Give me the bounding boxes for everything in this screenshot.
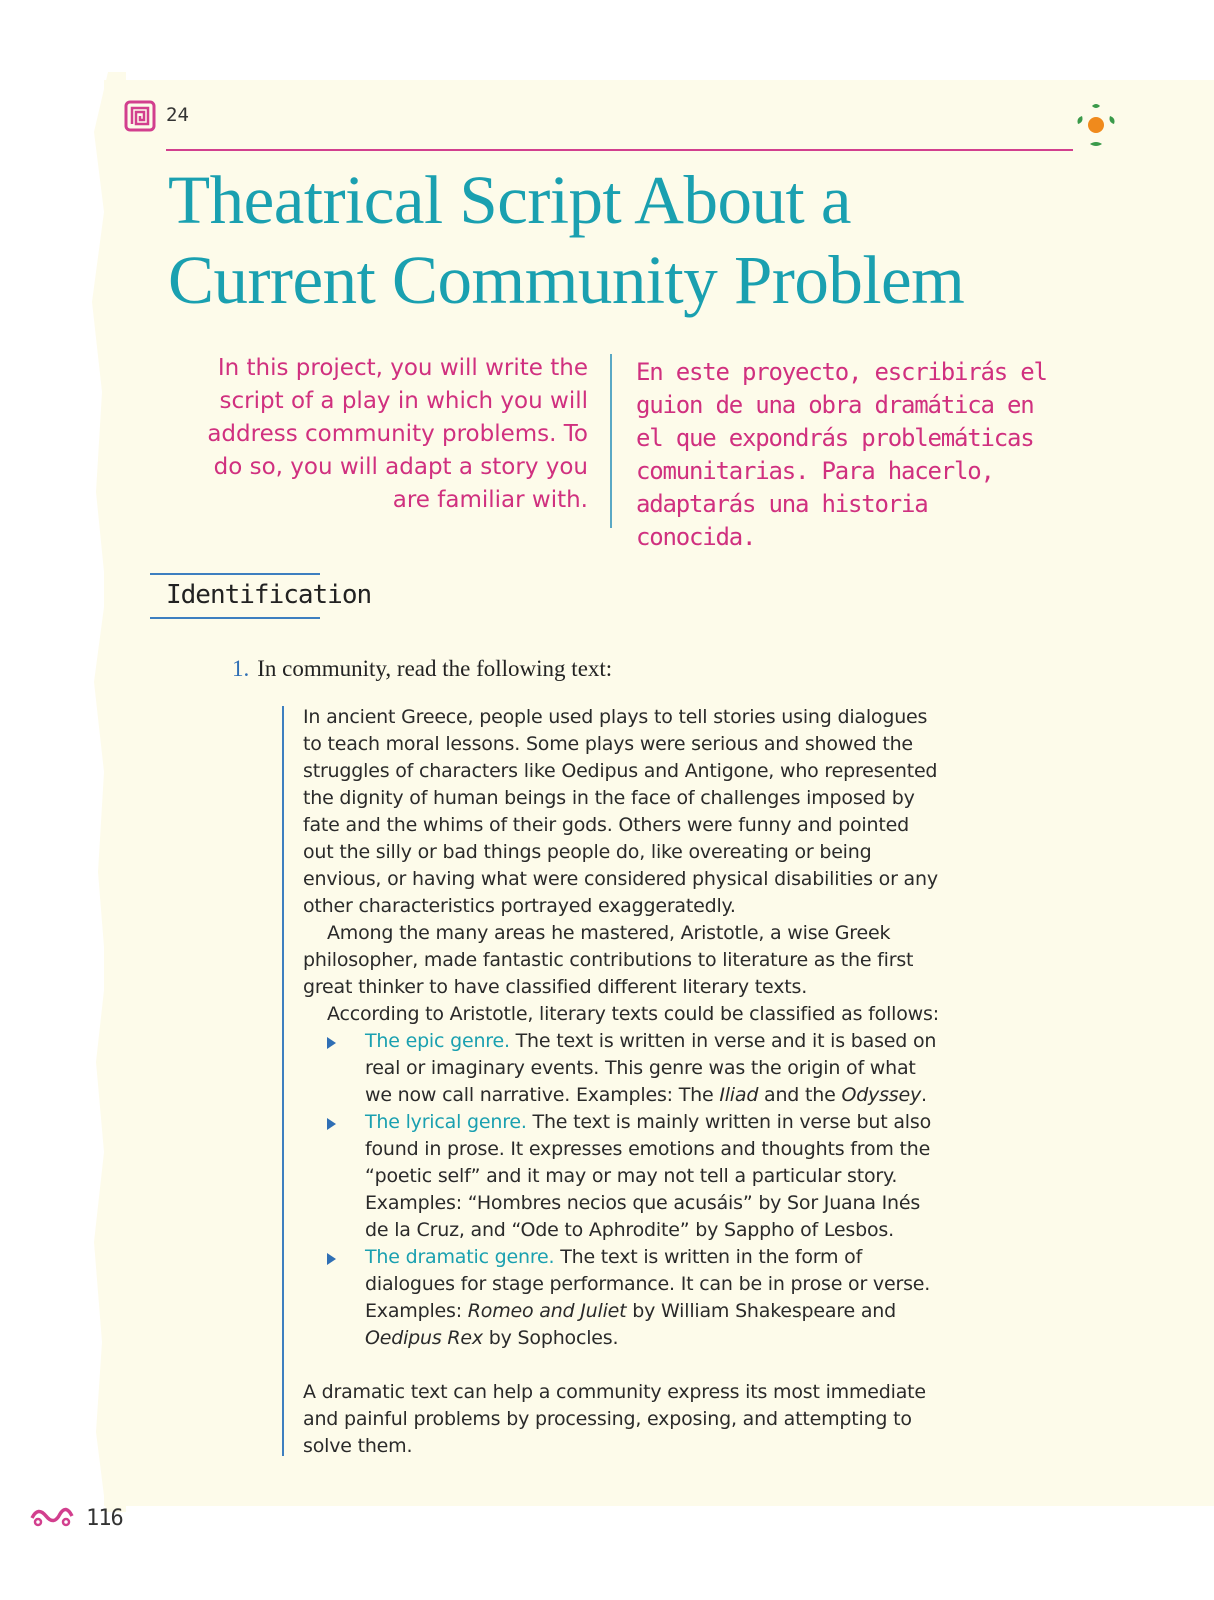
- genre-description: .: [921, 1084, 927, 1106]
- spiral-glyph-icon: [124, 100, 156, 132]
- footer-ornament-icon: [28, 1504, 76, 1530]
- reading-text: [303, 704, 943, 1460]
- genre-item-dramatic: [303, 1244, 943, 1352]
- example-title: Odyssey: [841, 1084, 922, 1106]
- reading-bar: [282, 706, 284, 1456]
- reading-paragraph-3: According to Aristotle, literary texts could be classified as follows:: [327, 1003, 939, 1025]
- genre-list: [303, 1028, 943, 1352]
- example-title: Oedipus Rex: [365, 1327, 483, 1349]
- page-title: Theatrical Script About a Current Community Problem: [168, 162, 965, 318]
- genre-description: The text is written in the form of dialogues for stage performance. It can be in prose or verse. Examples:: [365, 1246, 931, 1322]
- intro-spanish: En este proyecto, escribirás el guion de una obra dramática en el que expondrás problemáticas comunitarias. Para hacerlo, adaptarás una historia conocida.: [636, 358, 1047, 551]
- genre-term: The dramatic genre.: [365, 1246, 555, 1268]
- instruction-number: 1.: [232, 656, 250, 681]
- section-rule-bottom: [150, 617, 320, 619]
- page-number: 116: [86, 1506, 123, 1531]
- genre-description: The text is mainly written in verse but also found in prose. It expresses emotions and thoughts from the “poetic self” and it may or may not tell a particular story. Examples: “Hombres necios que acusáis” by Sor Juana Inés de la Cruz, and “Ode to Aphrodite” by Sappho of Lesbos.: [365, 1111, 931, 1241]
- reading-paragraph-2: Among the many areas he mastered, Aristotle, a wise Greek philosopher, made fantastic contributions to literature as the first great thinker to have classified different literary texts.: [303, 922, 914, 998]
- instruction: [232, 656, 612, 682]
- reading-paragraph-1: In ancient Greece, people used plays to tell stories using dialogues to teach moral lessons. Some plays were serious and showed the struggles of characters like Oedipus and Antigone, who represented the dignity of human beings in the face of challenges imposed by fate and the whims of their gods. Others were funny and pointed out the silly or bad things people do, like overeating or being envious, or having what were considered physical disabilities or any other characteristics portrayed exaggeratedly.: [303, 706, 938, 917]
- section-heading: Identification: [166, 580, 372, 610]
- flower-ornament-icon: [1072, 100, 1120, 150]
- unit-number: 24: [166, 104, 189, 126]
- example-title: Romeo and Juliet: [467, 1300, 627, 1322]
- header-rule: [166, 149, 1073, 151]
- torn-paper-edge: [86, 72, 126, 1512]
- bullet-arrow-icon: [327, 1037, 336, 1049]
- section-rule-top: [150, 573, 320, 575]
- intro-english: In this project, you will write the script of a play in which you will address community problems. To do so, you will adapt a story you are familiar with.: [207, 355, 588, 513]
- genre-description: The text is written in verse and it is based on real or imaginary events. This genre was the origin of what we now call narrative. Examples: The: [365, 1030, 937, 1106]
- genre-item-lyrical: [303, 1109, 943, 1244]
- intro-divider: [610, 354, 612, 528]
- reading-closing: A dramatic text can help a community express its most immediate and painful problems by processing, exposing, and attempting to solve them.: [303, 1381, 926, 1457]
- genre-item-epic: [303, 1028, 943, 1109]
- instruction-text: In community, read the following text:: [257, 656, 613, 681]
- genre-term: The epic genre.: [365, 1030, 510, 1052]
- genre-term: The lyrical genre.: [365, 1111, 527, 1133]
- bullet-arrow-icon: [327, 1118, 336, 1130]
- genre-description: and the: [758, 1084, 842, 1106]
- bullet-arrow-icon: [327, 1253, 336, 1265]
- example-title: Iliad: [719, 1084, 759, 1106]
- genre-description: by William Shakespeare and: [626, 1300, 896, 1322]
- genre-description: by Sophocles.: [482, 1327, 619, 1349]
